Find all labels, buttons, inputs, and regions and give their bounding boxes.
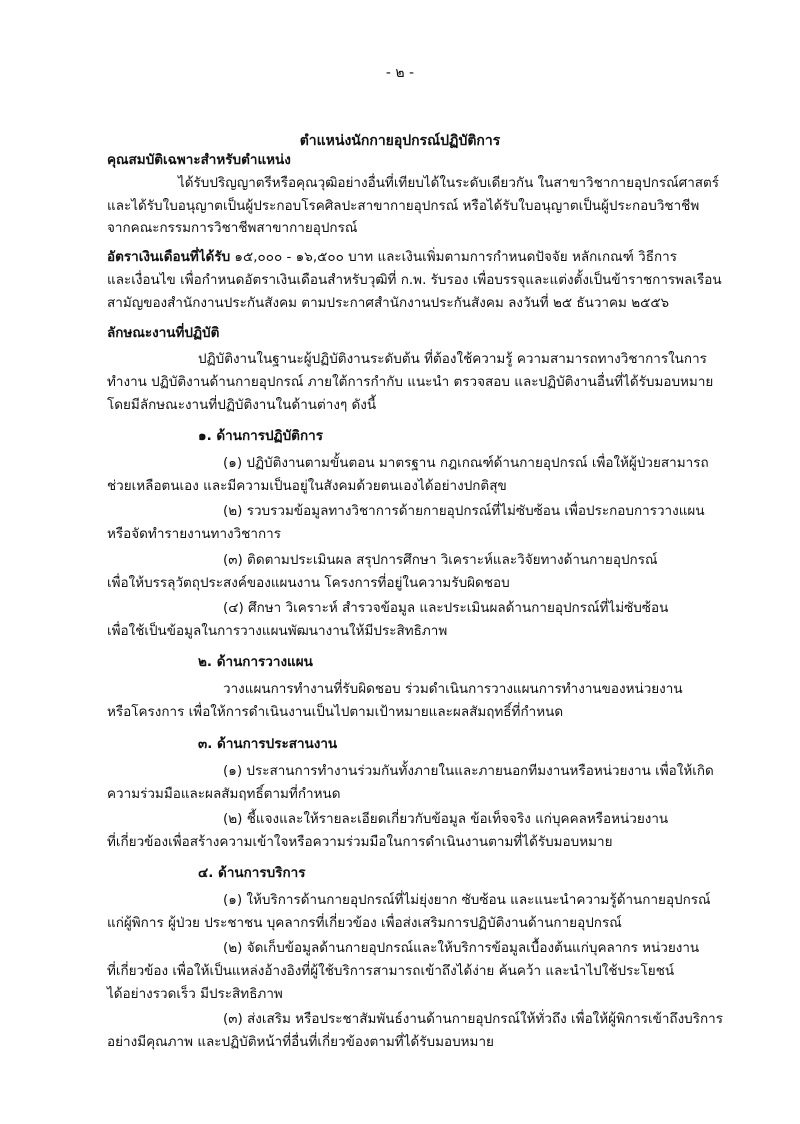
qualifications-line: และได้รับใบอนุญาตเป็นผู้ประกอบโรคศิลปะสาขากายอุปกรณ์ หรือได้รับใบอนุญาตเป็นผู้ประกอบวิชาชีพ bbox=[107, 198, 700, 214]
section-line: (๒) รวบรวมข้อมูลทางวิชาการด้ายกายอุปกรณ์ที่ไม่ซับซ้อน เพื่อประกอบการวางแผน bbox=[223, 503, 705, 519]
salary-label: อัตราเงินเดือนที่ได้รับ bbox=[107, 249, 231, 265]
section-heading-planning: ๒. ด้านการวางแผน bbox=[198, 654, 313, 670]
section-line: หรือจัดทำรายงานทางวิชาการ bbox=[107, 526, 281, 542]
job-line: ปฏิบัติงานในฐานะผู้ปฏิบัติงานระดับต้น ที่ต้องใช้ความรู้ ความสามารถทางวิชาการในการ bbox=[198, 351, 707, 367]
salary-text: ๑๕,๐๐๐ - ๑๖,๕๐๐ บาท และเงินเพิ่มตามการกำหนดปัจจัย หลักเกณฑ์ วิธีการ bbox=[230, 249, 677, 265]
section-line: ที่เกี่ยวข้องเพื่อสร้างความเข้าใจหรือความร่วมมือในการดำเนินงานตามที่ได้รับมอบหมาย bbox=[107, 834, 613, 850]
job-heading: ลักษณะงานที่ปฏิบัติ bbox=[107, 325, 220, 341]
section-line: (๑) ประสานการทำงานร่วมกันทั้งภายในและภายนอกทีมงานหรือหน่วยงาน เพื่อให้เกิด bbox=[223, 763, 714, 779]
section-line: วางแผนการทำงานที่รับผิดชอบ ร่วมดำเนินการวางแผนการทำงานของหน่วยงาน bbox=[223, 681, 683, 697]
job-line: โดยมีลักษณะงานที่ปฏิบัติงานในด้านต่างๆ ดังนี้ bbox=[107, 397, 377, 413]
section-line: ได้อย่างรวดเร็ว มีประสิทธิภาพ bbox=[107, 986, 283, 1002]
section-line: (๔) ศึกษา วิเคราะห์ สำรวจข้อมูล และประเมินผลด้านกายอุปกรณ์ที่ไม่ซับซ้อน bbox=[223, 600, 669, 616]
section-heading-coordination: ๓. ด้านการประสานงาน bbox=[198, 736, 338, 752]
salary-line: สามัญของสำนักงานประกันสังคม ตามประกาศสำนักงานประกันสังคม ลงวันที่ ๒๕ ธันวาคม ๒๕๕๖ bbox=[107, 295, 670, 311]
section-heading-operations: ๑. ด้านการปฏิบัติการ bbox=[198, 428, 323, 444]
section-line: (๓) ส่งเสริม หรือประชาสัมพันธ์งานด้านกายอุปกรณ์ให้ทั่วถึง เพื่อให้ผู้พิการเข้าถึงบริการ bbox=[223, 1011, 723, 1027]
salary-line: และเงื่อนไข เพื่อกำหนดอัตราเงินเดือนสำหรับวุฒิที่ ก.พ. รับรอง เพื่อบรรจุและแต่งตั้งเป็นข้าราชการพลเรือน bbox=[107, 272, 722, 288]
qualifications-heading: คุณสมบัติเฉพาะสำหรับตำแหน่ง bbox=[107, 152, 291, 168]
section-line: (๒) จัดเก็บข้อมูลด้านกายอุปกรณ์และให้บริการข้อมูลเบื้องต้นแก่บุคลากร หน่วยงาน bbox=[223, 940, 700, 956]
section-line: อย่างมีคุณภาพ และปฏิบัติหน้าที่อื่นที่เกี่ยวข้องตามที่ได้รับมอบหมาย bbox=[107, 1034, 494, 1050]
job-line: ทำงาน ปฏิบัติงานด้านกายอุปกรณ์ ภายใต้การกำกับ แนะนำ ตรวจสอบ และปฏิบัติงานอื่นที่ได้รับมอบหมาย bbox=[107, 374, 714, 390]
section-line: เพื่อใช้เป็นข้อมูลในการวางแผนพัฒนางานให้มีประสิทธิภาพ bbox=[107, 623, 448, 639]
section-line: (๑) ให้บริการด้านกายอุปกรณ์ที่ไม่ยุ่งยาก ซับซ้อน และแนะนำความรู้ด้านกายอุปกรณ์ bbox=[223, 892, 711, 908]
section-line: เพื่อให้บรรลุวัตถุประสงค์ของแผนงาน โครงการที่อยู่ในความรับผิดชอบ bbox=[107, 575, 510, 591]
section-line: (๑) ปฏิบัติงานตามขั้นตอน มาตรฐาน กฎเกณฑ์ด้านกายอุปกรณ์ เพื่อให้ผู้ป่วยสามารถ bbox=[223, 455, 709, 471]
section-line: หรือโครงการ เพื่อให้การดำเนินงานเป็นไปตามเป้าหมายและผลสัมฤทธิ์ที่กำหนด bbox=[107, 704, 564, 720]
section-heading-service: ๔. ด้านการบริการ bbox=[198, 865, 306, 881]
section-line: แก่ผู้พิการ ผู้ป่วย ประชาชน บุคลากรที่เกี่ยวข้อง เพื่อส่งเสริมการปฏิบัติงานด้านกายอุปกรณ์ bbox=[107, 915, 622, 931]
section-line: (๒) ชี้แจงและให้รายละเอียดเกี่ยวกับข้อมูล ข้อเท็จจริง แก่บุคคลหรือหน่วยงาน bbox=[223, 811, 669, 827]
section-line: ช่วยเหลือตนเอง และมีความเป็นอยู่ในสังคมด้วยตนเองได้อย่างปกติสุข bbox=[107, 478, 507, 494]
qualifications-line: ได้รับปริญญาตรีหรือคุณวุฒิอย่างอื่นที่เทียบได้ในระดับเดียวกัน ในสาขาวิชากายอุปกรณ์ศาสตร์ bbox=[178, 175, 720, 191]
qualifications-line: จากคณะกรรมการวิชาชีพสาขากายอุปกรณ์ bbox=[107, 220, 358, 236]
section-line: ที่เกี่ยวข้อง เพื่อให้เป็นแหล่งอ้างอิงที่ผู้ใช้บริการสามารถเข้าถึงได้ง่าย ค้นคว้า และนำไปใช้ประโยชน์ bbox=[107, 963, 675, 979]
section-line: (๓) ติดตามประเมินผล สรุปการศึกษา วิเคราะห์และวิจัยทางด้านกายอุปกรณ์ bbox=[223, 552, 658, 568]
page-title: ตำแหน่งนักกายอุปกรณ์ปฏิบัติการ bbox=[299, 133, 501, 149]
section-line: ความร่วมมือและผลสัมฤทธิ์ตามที่กำหนด bbox=[107, 786, 341, 802]
page-number: - ๒ - bbox=[385, 65, 415, 81]
salary-line bbox=[107, 247, 677, 267]
